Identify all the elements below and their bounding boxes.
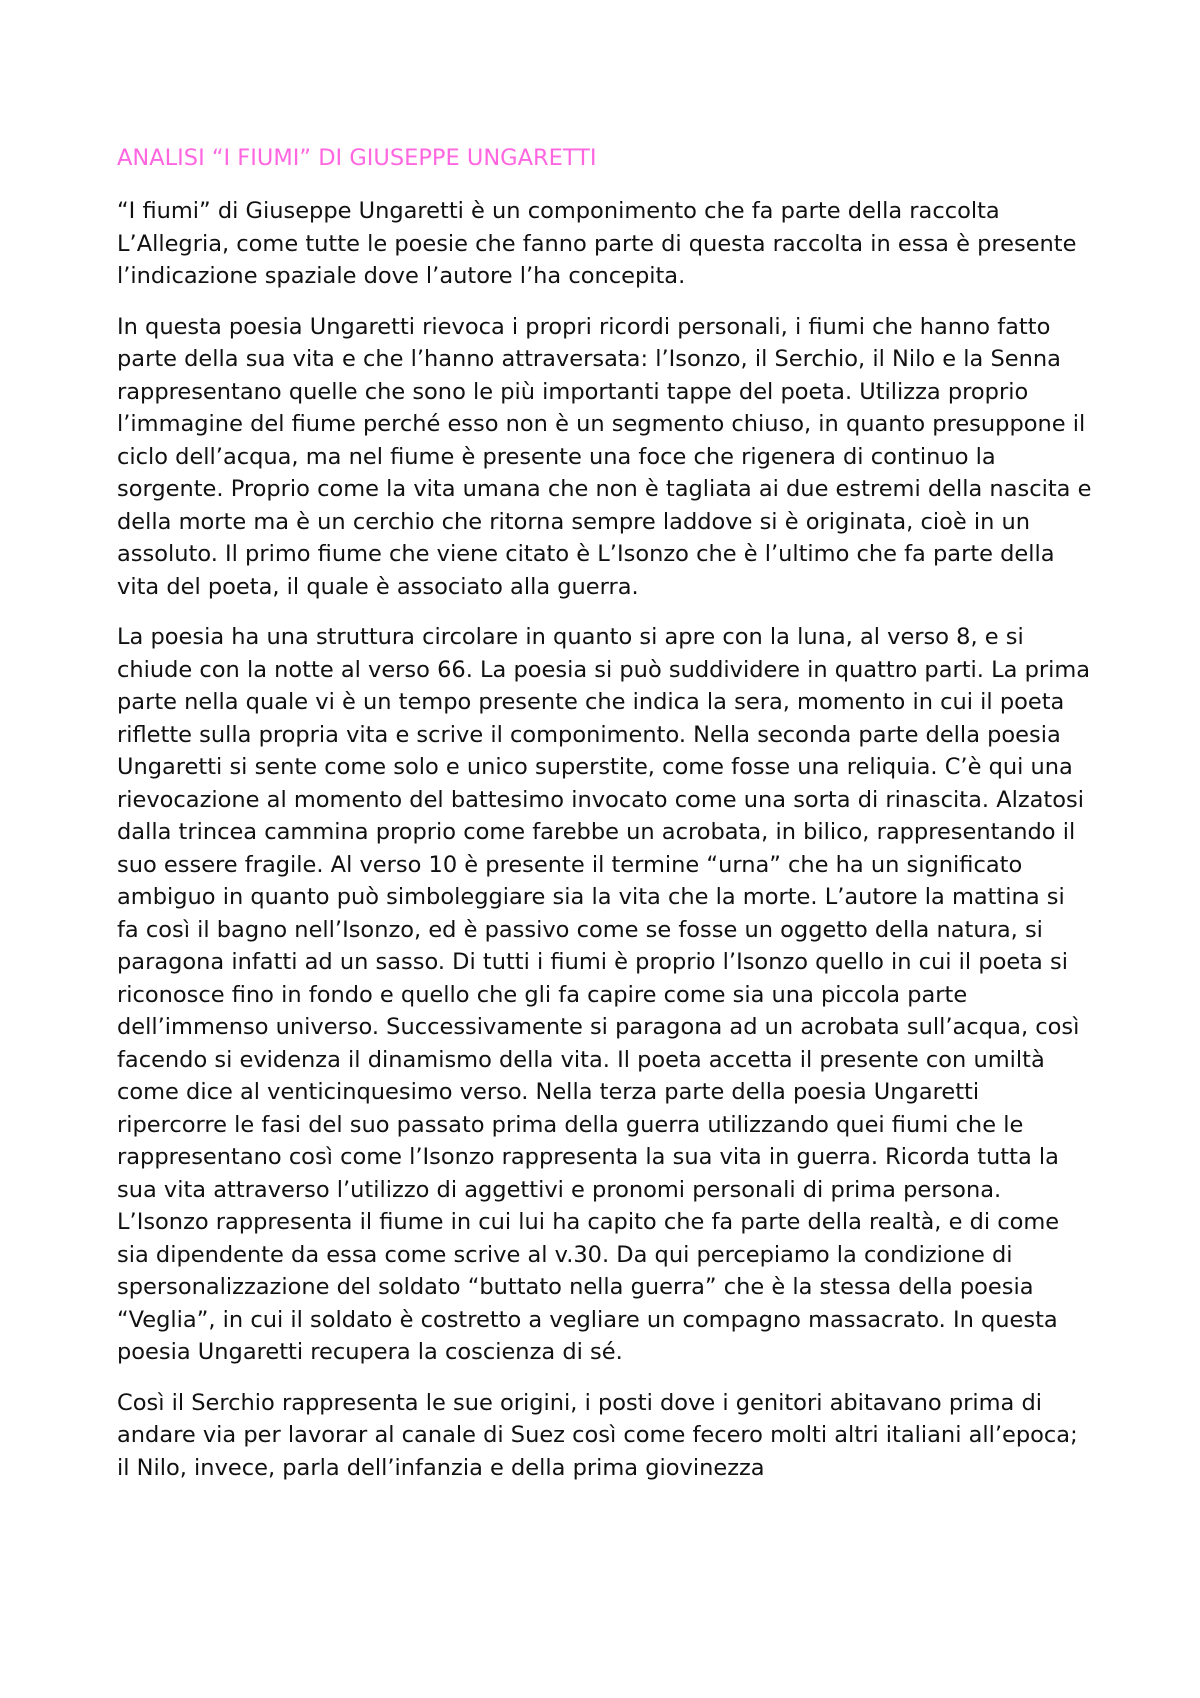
document-body <box>117 141 1092 1502</box>
document-title: ANALISI “I FIUMI” DI GIUSEPPE UNGARETTI <box>117 145 597 171</box>
paragraph-structure-analysis: La poesia ha una struttura circolare in quanto si apre con la luna, al verso 8, e si chiude con la notte al verso 66. La poesia si può suddividere in quattro parti. La prima parte nella quale vi è un tempo presente che indica la sera, momento in cui il poeta riflette sulla propria vita e scrive il componimento. Nella seconda parte della poesia Ungaretti si sente come solo e unico superstite, come fosse una reliquia. C’è qui una rievocazione al momento del battesimo invocato come una sorta di rinascita. Alzatosi dalla trincea cammina proprio come farebbe un acrobata, in bilico, rappresentando il suo essere fragile. Al verso 10 è presente il termine “urna” che ha un significato ambiguo in quanto può simboleggiare sia la vita che la morte. L’autore la mattina si fa così il bagno nell’Isonzo, ed è passivo come se fosse un oggetto della natura, si paragona infatti ad un sasso. Di tutti i fiumi è proprio l’Isonzo quello in cui il poeta si riconosce fino in fondo e quello che gli fa capire come sia una piccola parte dell’immenso universo. Successivamente si paragona ad un acrobata sull’acqua, così facendo si evidenza il dinamismo della vita. Il poeta accetta il presente con umiltà come dice al venticinquesimo verso. Nella terza parte della poesia Ungaretti ripercorre le fasi del suo passato prima della guerra utilizzando quei fiumi che le rappresentano così come l’Isonzo rappresenta la sua vita in guerra. Ricorda tutta la sua vita attraverso l’utilizzo di aggettivi e pronomi personali di prima persona. L’Isonzo rappresenta il fiume in cui lui ha capito che fa parte della realtà, e di come sia dipendente da essa come scrive al v.30. Da qui percepiamo la condizione di spersonalizzazione del soldato “buttato nella guerra” che è la stessa della poesia “Veglia”, in cui il soldato è costretto a vegliare un compagno massacrato. In questa poesia Ungaretti recupera la coscienza di sé. <box>117 624 1091 1365</box>
paragraph-intro: “I fiumi” di Giuseppe Ungaretti è un componimento che fa parte della raccolta L’Allegria, come tutte le poesie che fanno parte di questa raccolta in essa è presente l’indicazione spaziale dove l’autore l’ha concepita. <box>117 198 1077 289</box>
paragraph-serchio-nilo: Così il Serchio rappresenta le sue origini, i posti dove i genitori abitavano prima di andare via per lavorar al canale di Suez così come fecero molti altri italiani all’epoca; il Nilo, invece, parla dell’infanzia e della prima giovinezza <box>117 1389 1078 1481</box>
paragraph-rivers-memories: In questa poesia Ungaretti rievoca i propri ricordi personali, i fiumi che hanno fatto parte della sua vita e che l’hanno attraversata: l’Isonzo, il Serchio, il Nilo e la Senna rappresentano quelle che sono le più importanti tappe del poeta. Utilizza proprio l’immagine del fiume perché esso non è un segmento chiuso, in quanto presuppone il ciclo dell’acqua, ma nel fiume è presente una foce che rigenera di continuo la sorgente. Proprio come la vita umana che non è tagliata ai due estremi della nascita e della morte ma è un cerchio che ritorna sempre laddove si è originata, cioè in un assoluto. Il primo fiume che viene citato è L’Isonzo che è l’ultimo che fa parte della vita del poeta, il quale è associato alla guerra. <box>117 313 1092 600</box>
